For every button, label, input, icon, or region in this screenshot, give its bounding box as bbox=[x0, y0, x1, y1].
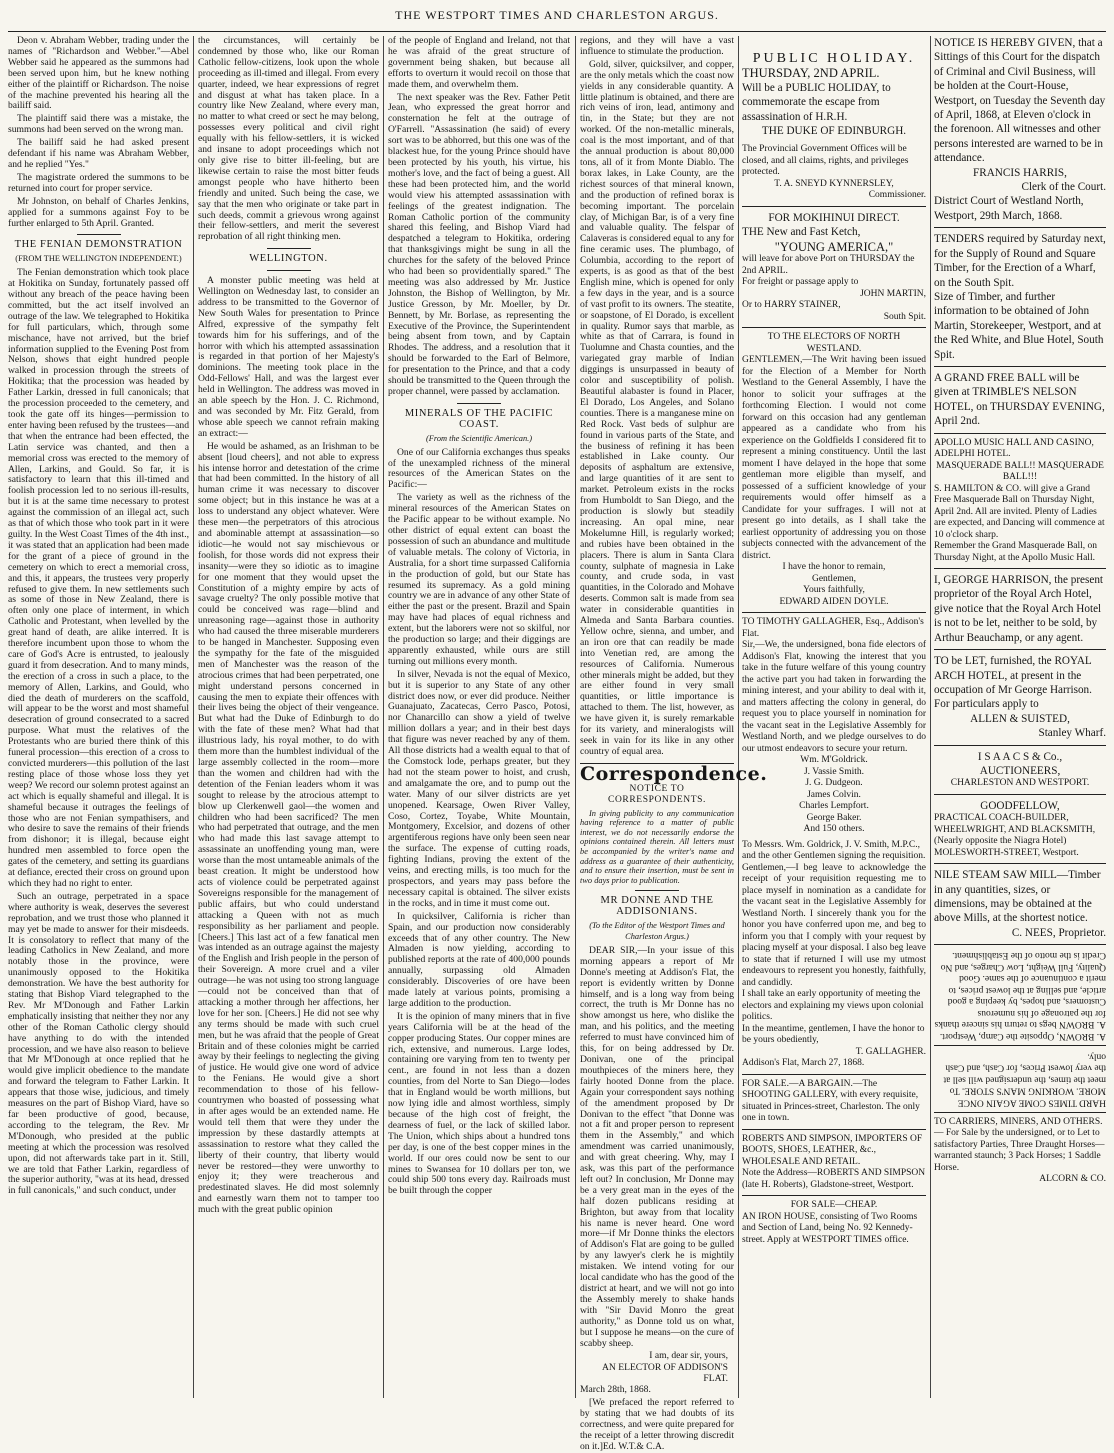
section-heading-correspondence: Correspondence. bbox=[580, 762, 768, 785]
divider bbox=[742, 327, 926, 328]
gallagher-body: Sir,—We, the undersigned, bona fide electors of Addison's Flat, knowing the interest that you take in the future welfare of this young country the active part you had taken in forwarding the mining interest, and your ability to deal with it, and matters affecting the colony in general, do request you to place yourself in nomination for the vacant seat in the Legislative Assembly for Westland North, and we pledge ourselves to do our utmost endeavors to secure your return. bbox=[742, 640, 926, 754]
article-paragraph: regions, and they will have a vast influence to stimulate the production. bbox=[580, 35, 734, 57]
column-3 bbox=[388, 36, 570, 1398]
mokihinui-name-1: JOHN MARTIN, bbox=[860, 288, 926, 299]
goodfellow-name: GOODFELLOW, bbox=[980, 799, 1060, 812]
divider bbox=[267, 270, 311, 271]
ad-electors bbox=[742, 332, 926, 608]
letter-date: March 28th, 1868. bbox=[580, 1384, 651, 1396]
article-paragraph: Gold, silver, quicksilver, and copper, are the only metals which the coast now yields in any considerable quantity. A little platinum is obtained, and there are rich veins of iron, lead, antimony and tin, in the State; but they are not worked. Of the non-metallic minerals, coal is the most important, and of that the annual production is about 80,000 tons, all of it from Monte Diablo. The borax lakes, in Lake County, are the richest sources of that mineral known, and the production of refined borax is becoming important. The porcelain clay, of Michigan Bar, is of a very fine and valuable quality. The felspar of Calaveras is considered equal to any for fine ceramic uses. The plumbago, of Columbia, according to the report of experts, is as good as that of the best English mine, which is opened for only a few days in the year, and is a source of vast profit to its owners. The steatite, or soapstone, of El Dorado, is excellent in quality. Rumor says that marble, as white as that of Carrara, is found in Tuolumne and Chasta counties, and the variegated gray marble of Indian diggings is unsurpassed in beauty of color and susceptibility of polish. Beautiful alabaster is found in Placer, El Dorado, Los Angeles, and Solano counties. There is a manganese mine on Red Rock. Vast beds of sulphur are found in various parts of the State, and the business of refining it has been established in Lake county. Our deposits of asphaltum are extensive, and large quantities of it are sent to market. Petroleum exists in the rocks from Humboldt to San Diego, and the production is slowly but steadily increasing. An opal mine, near Mokelumne Hill, is regularly worked; and rubies have been obtained in the placers. There is alum in Santa Clara county, sulphate of magnesia in Lake county, and crude soda, in vast quantities, in the Colorado and Mohave deserts. Common salt is made from sea water in considerable quantities in Almeda and Santa Barbara counties. Yellow ochre, sienna, and umber, and an iron ore that can readily be made into Venetian red, are among the resources of California. Numerous other minerals might be added, but they are either found in very small quantities, or little importance is attached to them. The list, however, as we have given it, is surely remarkable for its variety, and mineralogists will seek in vain for its like in any other country of equal area. bbox=[580, 58, 734, 757]
court-notice-role: Clerk of the Court. bbox=[1021, 181, 1106, 194]
divider bbox=[934, 1112, 1106, 1113]
isaacs-place: CHARLESTON AND WESTPORT. bbox=[950, 778, 1090, 789]
ad-to-let: TO be LET, furnished, the ROYAL ARCH HOTEL, at present in the occupation of Mr George Harrison. bbox=[934, 655, 1092, 696]
ad-public-holiday bbox=[742, 52, 926, 202]
holiday-title: PUBLIC HOLIDAY. bbox=[752, 51, 916, 66]
isaacs-name: I S A A C S & Co., bbox=[977, 750, 1063, 763]
mokihinui-ship: "YOUNG AMERICA," bbox=[774, 239, 894, 254]
roberts-note: Note the Address—ROBERTS AND SIMPSON (late H. Roberts), Gladstone-street, Westport. bbox=[742, 1168, 926, 1190]
court-paragraph: Deon v. Abraham Webber, trading under the names of "Richardson and Webber."—Abel Webber said he appeared as the summons had been served upon him, but he knew nothing either of the plaintiff or Richardson. The noise of the machine prevented his hearing all the bailiff said. bbox=[8, 35, 189, 112]
gallagher-reply-3: In the meantime, gentlemen, I have the honor to be yours obediently, bbox=[742, 1023, 925, 1046]
column-divider bbox=[930, 36, 931, 1398]
electors-body: GENTLEMEN,—The Writ having been issued for the Election of a Member for North Westland to the General Assembly, I have the honor to solicit your suffrages at the forthcoming Election. I would not come forward on this occasion had any gentleman appeared as a candidate who from his experience on the Goldfields I considered fit to represent a mining constituency. Until the last moment I have delayed in the hope that some gentleman more eligible than myself, and possessed of a sufficient knowledge of your requirements would offer himself as a Candidate for your suffrages. I will not at present go into details, as I shall take the earliest opportunity of addressing you on those subjects connected with the advancement of the district. bbox=[742, 355, 926, 561]
article-paragraph: He would be ashamed, as an Irishman to be absent [loud cheers], and not able to express his intense horror and detestation of the crime that had been committed. In the history of all human crime it was necessary to discover some object; but in this instance he was at a loss to understand any object whatever. Were these men—the perpetrators of this atrocious and abominable attempt at assassination—so idiotic—he would not say mischievous or foolish, for those words did not express their insanity—were they so idiotic as to imagine for one moment that they would upset the Constitution of a mighty empire by acts of savage cruelty? The only possible motive that could be conceived was rage—blind and unreasoning rage—against those in authority who had caused the three miserable murderers to be hanged in Manchester. Supposing even the sympathy for the fate of the misguided men of Manchester was the reason of the atrocious crimes that had been perpetrated, one might understand persons concerned in causing the men to expiate their offences with their lives being the object of their vengeance. But what had the Duke of Edinburgh to do with the fate of these men? What had that illustrious lady, his royal mother, to do with them more than the humblest individual of the large assembly collected in the room—more than the women and children had with the detention of the Fenian leaders whom it was sought to release by the atrocious attempt to blow up Clerkenwell gaol—the women and children who had been sacrificed? The men who had perpetrated that outrage, and the men who had made this last savage attempt to assassinate an unoffending young man, were worse than the most untameable animals of the beast creation. It might be understood how acts of violence could be perpetrated against Sovereigns responsible for the management of public affairs, but who could understand attacking a Queen with not as much responsibility as her parliament and people. [Cheers.] This last act of a few fanatical men was intended as an outrage against the majesty of the English and Irish people in the person of their Sovereign. A more cruel and a viler outrage—he was not using too strong language—could not be conceived than that of attacking a mother through her affections, her love for her son. [Cheers.] He did not see why any terms should be made with such cruel men, but he was afraid that the people of Great Britain and of these colonies might be carried away by their feelings to neglecting the giving of justice. He would give one word of advice to the Fenians. He would give a short recommendation to those of his fellow-countrymen who boasted of possessing what in after ages would be an extended name. He would tell them that were they under the impression by these dastardly attempts at assassination to restore what they called the liberty of their country, that liberty would never be restored—they were unworthy to enjoy it; they were treacherous and predestinated slaves. He did most solemnly and earnestly warn them not to tamper too much with the great public opinion bbox=[198, 440, 379, 1216]
gallagher-date: Addison's Flat, March 27, 1868. bbox=[742, 1058, 865, 1069]
article-paragraph: the circumstances, will certainly be condemned by those who, like our Roman Catholic fellow-citizens, look upon the whole proceeding as ill-timed and illegal. From every quarter, indeed, we hear expressions of regret and disgust at what has taken place. In a country like New Zealand, where every man, no matter to what creed or sect he may belong, possesses every political and civil right equally with his fellow-settlers, it is wicked and insane to adopt proceedings which not only give rise to bitter ill-feeling, but are likewise certain to raise the most bitter feuds amongst people who have hitherto been friendly and united. Such being the case, we say that the men who originate or take part in such deeds, commit a grievous wrong against their fellow-settlers, and merit the severest reprobation of all right thinking men. bbox=[198, 35, 379, 243]
ad-gallagher bbox=[742, 617, 926, 1070]
isaacs-role: AUCTIONEERS, bbox=[979, 764, 1061, 777]
divider bbox=[934, 944, 1106, 945]
gallagher-name: Charles Lempfort. bbox=[799, 801, 869, 812]
masthead: THE WESTPORT TIMES AND CHARLESTON ARGUS. bbox=[395, 8, 719, 22]
editor-note: [We prefaced the report referred to by stating that we had doubts of its correctness, and were quite prepared for the receipt of a letter throwing discredit on it.]Ed. W.T.& C.A. bbox=[580, 1397, 734, 1452]
court-paragraph: The plaintiff said there was a mistake, the summons had been served on the wrong man. bbox=[8, 113, 189, 136]
gallagher-others: And 150 others. bbox=[803, 824, 865, 835]
notice-text: In giving publicity to any communication having reference to a matter of public interest, we do not necessarily endorse the opinions contained therein. All letters must be accompanied by the writer's name and address as a guarantee of their authenticity, and to ensure their insertion, must be sent in two days prior to publication. bbox=[580, 808, 734, 885]
mokihinui-heading: FOR MOKIHINUI DIRECT. bbox=[768, 211, 900, 224]
divider bbox=[934, 568, 1106, 569]
article-source: (From the Scientific American.) bbox=[425, 433, 533, 443]
letter-address: (To the Editor of the Westport Times and Charleston Argus.) bbox=[589, 921, 725, 941]
article-paragraph: The Fenian demonstration which took place at Hokitika on Sunday, fortunately passed off without any breach of the peace having been committed, but the act itself involved an outrage of the law. We telegraphed to Hokitika for full particulars, which, through some mischance, have not arrived, but the brief information supplied to the Evening Post from Nelson, shows that eight hundred people walked in procession through the streets of Hokitika; that the procession was headed by Father Larkin, dressed in full canonicals; that the procession proceeded to the cemetery, and took the gate off its hinges—permission to enter having been refused by the trustees—and that when the entrance had been effected, the Latin service was chanted, and then a memorial cross was erected to the memory of Allen, Larkins, and Gould. So far, it is satisfactory to learn that this ill-timed and foolish procession led to no serious ill-results, but it is at the same time necessary to protest against the commission of an illegal act, such as that of which those who took part in it were guilty. In the West Coast Times of the 4th inst., it was stated that an application had been made for the grant of a piece of ground in the cemetery on which to erect a memorial cross, and this, it appears, the trustees very properly refused to give them. In new settlements such as some of those in New Zealand, there is often only one place of interment, in which Catholic and Protestant, when levelled by the great hand of death, are alike interred. It is therefore incumbent upon those to whom the care of God's Acre is entrusted, to jealously guard it from desecration. And to many minds, the erection of a cross in such a place, to the memory of Allen, Larkins, and Gould, who died the death of murderers on the scaffold, will appear to be the worst and most shameful desecration of ground consecrated to a sacred purpose. What must the relatives of the Protestants who are buried there think of this funeral procession—this erection of a cross to convicted murderers—this pollution of the last resting place of those whose loss they yet weep? We record our solemn protest against an act which is equally shameful and illegal. It is shameful because it outrages the feelings of those who are not Fenian sympathisers, and who desire to save the remains of their friends from dishonor; it is illegal, because eight hundred men assembled to force open the gates of the cemetery, and setting its guardians at defiance, erected their cross on ground upon which they had no right to enter. bbox=[8, 267, 190, 889]
to-let-signature: ALLEN & SUISTED, bbox=[970, 712, 1070, 725]
column-divider bbox=[383, 36, 384, 1398]
letter-closing: I am, dear sir, yours, bbox=[649, 1350, 728, 1362]
divider bbox=[934, 745, 1106, 746]
article-source: (FROM THE WELLINGTON INDEPENDENT.) bbox=[15, 254, 182, 264]
ad-hard-times-upside-down: HARD TIMES COME AGAIN ONCE MORE. WORKING MAN'S STORE. To meet the times, the undersigned will sell at the very lowest Prices, for Cash, and Cash only. bbox=[943, 1051, 1106, 1108]
divider bbox=[457, 403, 501, 404]
divider bbox=[934, 227, 1106, 228]
electors-close-3: Yours faithfully, bbox=[803, 585, 865, 596]
ad-tenders: TENDERS required by Saturday next, for the Supply of Round and Square Timber, for the Erection of a Wharf, on the South Spit. bbox=[934, 233, 1106, 289]
holiday-note: The Provincial Government Offices will be closed, and all claims, rights, and privileges protected. bbox=[742, 144, 909, 178]
court-paragraph: The magistrate ordered the summons to be returned into court for proper service. bbox=[8, 171, 189, 194]
ad-court-notice: NOTICE IS HEREBY GIVEN, that a Sittings of this Court for the dispatch of Criminal and Civil Business, will be holden at the Court-House, Westport, on Tuesday the Seventh day of April, 1868, at Eleven o'clock in the forenoon. All witnesses and other persons interested are warned to be in attendance. bbox=[934, 37, 1106, 165]
article-heading: WELLINGTON. bbox=[249, 253, 328, 265]
column-divider bbox=[738, 36, 739, 1398]
goodfellow-body: PRACTICAL COACH-BUILDER, WHEELWRIGHT, AND BLACKSMITH, (Nearly opposite the Niagra Hotel) MOLESWORTH-STREET, Westport. bbox=[934, 813, 1096, 858]
gallagher-reply: Gentlemen,—I beg leave to acknowledge the receipt of your requisition requesting me to place myself in nomination as a candidate for the vacant seat in the Legislative Assembly for Westland North. I sincerely thank you for the honor you have conferred upon me, and beg to inform you that I comply with your request by placing myself at your disposal. I also beg leave to state that if returned I will use my utmost endeavours to represent you honestly, faithfully, and candidly. bbox=[742, 862, 926, 988]
column-2 bbox=[198, 36, 379, 1398]
letter-paragraph: DEAR SIR,—In your issue of this morning appears a report of Mr Donne's meeting at Addison's Flat, the report is evidently written by Donne himself, and is a long way from being correct, the truth is Mr Donne has no show amongst us here, who dislike the man, and his politics, and the meeting referred to must have convinced him of this, for on being addressed by Dr. Donivan, one of the principal mouthpieces of the miners here, they fairly hooted Donne from the place. Again your correspondent says nothing of the amendment proposed by Dr Donivan to the effect "that Donne was not a fit and proper person to represent them in the Assembly," and which amendment was carried unanimously, and with great cheering. Why, may I ask, was this part of the performance left out? In conclusion, Mr Donne may be a very great man in the eyes of the half dozen publicans residing at Brighton, but away from that locality his name is never heard. One word more—if Mr Donne thinks the electors of Addison's Flat are going to be gulled by any lawyer's clerk he is mightily mistaken. We intend voting for our local candidate who has the good of the district at heart, and we will not go into the Assembly merely to shake hands with "Sir David Monro the great authority," as Donne told us on what, but I suppose he means—on the cure of scabby sheep. bbox=[580, 944, 734, 1349]
column-5-ads bbox=[742, 36, 926, 1398]
divider bbox=[77, 234, 121, 235]
nile-signature: C. NEES, Proprietor. bbox=[1011, 926, 1106, 939]
court-paragraph: Mr Johnston, on behalf of Charles Jenkins, applied for a summons against Foy to be further enlarged to 5th April. Granted. bbox=[8, 195, 189, 229]
carriers-signature: ALCORN & CO. bbox=[1039, 1174, 1106, 1185]
court-paragraph: The bailiff said he had asked present defendant if his name was Abraham Webber, and he replied "Yes." bbox=[8, 137, 189, 170]
article-paragraph: In silver, Nevada is not the equal of Mexico, but it is superior to any State of any other district does now, or ever did produce. Neither Guanajuato, Zacatecas, Cerro Pasco, Potosi, nor Chanarcillo can show a yield of twelve million dollars a year; and in their best days that figure was never reached by any of them. All those districts had a wealth equal to that of the Comstock lode, perhaps greater, but they had not the steam power to hoist, and crush, and amalgamate the ore, and to pump out the water. Many of our silver districts are yet unopened. Kearsage, Owen River Valley, Coso, Cortez, Toyabe, White Mountain, Montgomery, Excelsior, and dozens of other argentiferous regions have only been seen near the surface. The expense of cutting roads, fighting Indians, proving the extent of the veins, and erecting mills, is too much for the prospectors, and years may pass before the necessary capital is obtained. The silver exists in the rocks, and in time it must come out. bbox=[388, 668, 570, 909]
divider bbox=[934, 794, 1106, 795]
gallagher-signature: T. GALLAGHER. bbox=[855, 1046, 926, 1057]
mokihinui-body-3: For freight or passage apply to bbox=[742, 277, 859, 288]
electors-heading: TO THE ELECTORS OF NORTH WESTLAND. bbox=[767, 332, 901, 354]
court-notice-signature: FRANCIS HARRIS, bbox=[973, 166, 1067, 179]
divider bbox=[934, 1045, 1106, 1046]
electors-close-1: I have the honor to remain, bbox=[782, 562, 886, 573]
to-let-place: Stanley Wharf. bbox=[1038, 727, 1106, 740]
article-paragraph: It is the opinion of many miners that in five years California will be at the head of the copper producing States. Our copper mines are rich, extensive, and numerous. Large lodes, containing ore varying from ten to twenty per cent., are found in not less than a dozen counties, from del Norte to San Diego—lodes that in England would be worth millions, but now lying idle and almost worthless, simply because of the high cost of freight, the dearness of fuel, or the lack of skilled labor. The Union, which ships about a hundred tons per day, is one of the best copper mines in the world. If our ores could now be sent to our mines to Swansea for 10 dollars per ton, we could ship 500 tons every day. Railroads must be built through the copper bbox=[388, 1010, 570, 1197]
apollo-heading: APOLLO MUSIC HALL AND CASINO, ADELPHI HOTEL. bbox=[934, 437, 1094, 460]
apollo-body: S. HAMILTON & CO. will give a Grand Free Masquerade Ball on Thursday Night, April 2nd. All are invited. Plenty of Ladies are expected, and Dancing will commence at 10 o'clock sharp. bbox=[934, 483, 1105, 540]
apollo-body-2: Remember the Grand Masquerade Ball, on Thursday Night, at the Apollo Music Hall. bbox=[934, 541, 1098, 563]
divider bbox=[742, 612, 926, 613]
divider bbox=[742, 1129, 926, 1130]
mokihinui-place: South Spit. bbox=[883, 311, 926, 322]
divider bbox=[934, 433, 1106, 434]
article-paragraph: of the people of England and Ireland, not that he was afraid of the great structure of government being shaken, but because all efforts to overturn it would recoil on those that made them, and overwhelm them. bbox=[388, 35, 570, 90]
column-4 bbox=[580, 35, 768, 1452]
holiday-body: Will be a PUBLIC HOLIDAY, to commemorate the escape from assassination of H.R.H. bbox=[742, 81, 891, 123]
article-paragraph: Such an outrage, perpetrated in a space where authority is weak, deserves the severest reprobation, and we trust those who planned it may yet be made to answer for their misdeeds. It is consolatory to reflect that many of the leading Catholics in New Zealand, and more notably those in the province, were unanimously opposed to the Hokitika demonstration. We have the best authority for stating that Bishop Viard telegraphed to the Rev. Mr M'Donough and Father Larkin emphatically insisting that neither they nor any other of the Roman Catholic clergy should have anything to do with the intended procession, and we have also reason to believe that Mr M'Donough at once replied that he would give implicit obedience to the mandate and forward the telegram to Father Larkin. It appears that those wise, judicious, and timely measures on the part of Bishop Viard, have so far been productive of good, because, according to the telegram, the Rev. Mr M'Donough, who presided at the public meeting at which the procession was resolved upon, did not afterwards take part in it. Still, we are told that Father Larkin, regardless of the superior authority, "was at its head, dressed in full canonicals," and such conduct, under bbox=[8, 890, 189, 1197]
mokihinui-body: THE New and Fast Ketch, bbox=[742, 226, 861, 239]
article-paragraph: One of our California exchanges thus speaks of the unexampled richness of the mineral resources of the American States on the Pacific:— bbox=[388, 446, 570, 491]
ad-roberts-simpson: ROBERTS AND SIMPSON, IMPORTERS OF BOOTS, SHOES, LEATHER, &c., WHOLESALE AND RETAIL. bbox=[742, 1133, 923, 1167]
column-6-ads bbox=[934, 36, 1106, 1398]
gallagher-to: To Messrs. Wm. Goldrick, J. V. Smith, M.P.C., and the other Gentlemen signing the requisition. bbox=[742, 839, 926, 862]
electors-signature: EDWARD AIDEN DOYLE. bbox=[779, 596, 889, 607]
divider bbox=[934, 649, 1106, 650]
article-heading: MINERALS OF THE PACIFIC COAST. bbox=[404, 407, 554, 430]
cheap-heading: FOR SALE—CHEAP. bbox=[790, 1200, 878, 1211]
divider bbox=[742, 1074, 926, 1075]
apollo-masquerade: MASQUERADE BALL!! MASQUERADE BALL!!! bbox=[936, 460, 1104, 483]
gallagher-name: James Colvin. bbox=[807, 789, 861, 800]
article-paragraph: The next speaker was the Rev. Father Petit Jean, who expressed the great horror and consternation he felt at the outrage of O'Farrell. "Assassination (he said) of every sort was to be abhorred, but this one was of the blackest hue, for the young Prince should have been protected by his youth, his virtue, his mother's love, and the fact of being a guest. All these had been protected him, and the world would view his attempted assassination with feelings of the greatest indignation. The Roman Catholic portion of the community shared this feeling, and Bishop Viard had despatched a telegram to Hokitika, ordering that thanksgivings might be sung in all the churches for the safety of the beloved Prince who had been so providentially spared." The meeting was also addressed by Mr. Justice Johnston, the Bishop of Wellington, by Mr. Justice Gresson, by Mr. Moeller, by Dr. Bennett, by Mr. Borlase, as representing the Executive of the Province, the Superintendent being absent from town, and by Captain Rhodes. The address, and a resolution that it should be forwarded to the Earl of Belmore, for presentation to the Prince, and that a cody should be transmitted to the Queen through the proper channel, were passed by acclamation. bbox=[388, 91, 570, 397]
holiday-duke: THE DUKE OF EDINBURGH. bbox=[761, 125, 907, 138]
gallagher-name: J. Vassie Smith. bbox=[803, 766, 864, 777]
gallagher-name: J. G. Dudgeon. bbox=[805, 778, 863, 789]
notice-heading: NOTICE TO CORRESPONDENTS. bbox=[608, 783, 706, 805]
ad-shooting-gallery: FOR SALE.—A BARGAIN.—The SHOOTING GALLERY, with every requisite, situated in Princes-street, Charleston. The only one in town. bbox=[742, 1078, 920, 1124]
holiday-signature: T. A. SNEYD KYNNERSLEY, bbox=[774, 178, 894, 189]
divider bbox=[742, 1195, 926, 1196]
ad-free-ball: A GRAND FREE BALL will be given at TRIMBLE'S NELSON HOTEL, on THURSDAY EVENING, April 2nd. bbox=[934, 371, 1105, 428]
column-divider bbox=[193, 36, 194, 1398]
mokihinui-name-2: Or to HARRY STAINER, bbox=[742, 300, 841, 311]
gallagher-heading: TO TIMOTHY GALLAGHER, Esq., Addison's Flat. bbox=[742, 617, 924, 639]
article-heading: THE FENIAN DEMONSTRATION bbox=[14, 239, 183, 251]
divider bbox=[742, 206, 926, 207]
holiday-role: Commissioner. bbox=[868, 190, 926, 201]
ad-iron-house: AN IRON HOUSE, consisting of Two Rooms and Section of Land, being No. 92 Kennedy-street. Apply at WESTPORT TIMES office. bbox=[742, 1211, 918, 1245]
tenders-info: Size of Timber, and further information to be obtained of John Martin, Storekeeper, Westport, and at the Red White, and Blue Hotel, South Spit. bbox=[934, 290, 1104, 361]
gallagher-reply-2: I shall take an early opportunity of meeting the electors and explaining my views upon colonial politics. bbox=[742, 989, 924, 1023]
ad-nile-saw-mill: NILE STEAM SAW MILL—Timber in any quantities, sizes, or dimensions, may be obtained at the above Mills, at the shortest notice. bbox=[934, 869, 1101, 925]
letter-heading: MR DONNE AND THE ADDISONIANS. bbox=[600, 895, 714, 918]
ad-brown-upside-down: A. BROWN, Opposite the Camp, Westport. A. BROWN begs to return his sincere thanks for the patronage of his numerous Customers, and hopes, by keeping a good article, and selling at the lowest prices, to merit a continuance of the same. Good Quality, Full Weight, Low Charges, and No Credit is the motto of the Establishment. bbox=[934, 950, 1106, 1042]
article-paragraph: The variety as well as the richness of the mineral resources of the American States on the Pacific appear to be without example. No other district of equal extent can boast the possession of such an abundance and multitude of valuable metals. The colony of Victoria, in Australia, for a short time surpassed California in the production of gold, but our State has resumed its supremacy. As a gold mining country we are in advance of any other State of either the past or the present. Brazil and Spain may have had places of equal richness and extent, but the laborers were not so skilful, nor the production so large; and their diggings are apparently exhausted, while ours are still turning out millions every month. bbox=[388, 492, 570, 667]
article-paragraph: In quicksilver, California is richer than Spain, and our production now considerably exceeds that of any other country. The New Almaden is now yielding, according to published reports at the rate of 400,000 pounds annually, surpassing old Almaden considerably. Discoveries of ore have been made lately at various points, promising a large addition to the production. bbox=[388, 910, 570, 1009]
divider bbox=[934, 366, 1106, 367]
masthead-rule bbox=[8, 31, 1106, 32]
letter-signature: AN ELECTOR OF ADDISON'S FLAT. bbox=[601, 1362, 728, 1385]
ad-mokihinui bbox=[742, 211, 926, 323]
column-1 bbox=[8, 36, 189, 1398]
mokihinui-body-2: will leave for above Port on THURSDAY the 2nd APRIL. bbox=[742, 254, 915, 276]
divider bbox=[934, 863, 1106, 864]
divider bbox=[267, 248, 311, 249]
article-paragraph: A monster public meeting was held at Wellington on Wednesday last, to consider an address to be transmitted to the Governor of New South Wales for presentation to Prince Alfred, expressive of the sympathy felt towards him for his sufferings, and of the horror with which his attempted assassination is regarded in that portion of her Majesty's dominions. The meeting took place in the Odd-Fellows' Hall, and was the largest ever held in Wellington. The address was moved in an able speech by the Hon. J. C. Richmond, and was seconded by Mr. Fitz Gerald, from whose able speech we cannot refrain making an extract:— bbox=[198, 275, 379, 439]
column-divider bbox=[575, 36, 576, 1398]
holiday-date: THURSDAY, 2ND APRIL. bbox=[742, 66, 880, 81]
to-let-apply: For particulars apply to bbox=[934, 698, 1039, 711]
court-notice-place: District Court of Westland North, Westport, 29th March, 1868. bbox=[934, 195, 1084, 222]
gallagher-name: Wm. M'Goldrick. bbox=[800, 755, 868, 766]
ad-harrison: I, GEORGE HARRISON, the present proprietor of the Royal Arch Hotel, give notice that the Royal Arch Hotel is not to be let, neither to be sold, by Arthur Beauchamp, or any agent. bbox=[934, 574, 1104, 644]
gallagher-name: George Baker. bbox=[806, 812, 862, 823]
ad-carriers: TO CARRIERS, MINERS, AND OTHERS. — For Sale by the undersigned, or to Let to satisfactory Parties, Three Draught Horses—warranted staunch; 3 Pack Horses; 1 Saddle Horse. bbox=[934, 1116, 1105, 1173]
electors-close-2: Gentlemen, bbox=[811, 573, 857, 584]
divider bbox=[635, 890, 679, 891]
